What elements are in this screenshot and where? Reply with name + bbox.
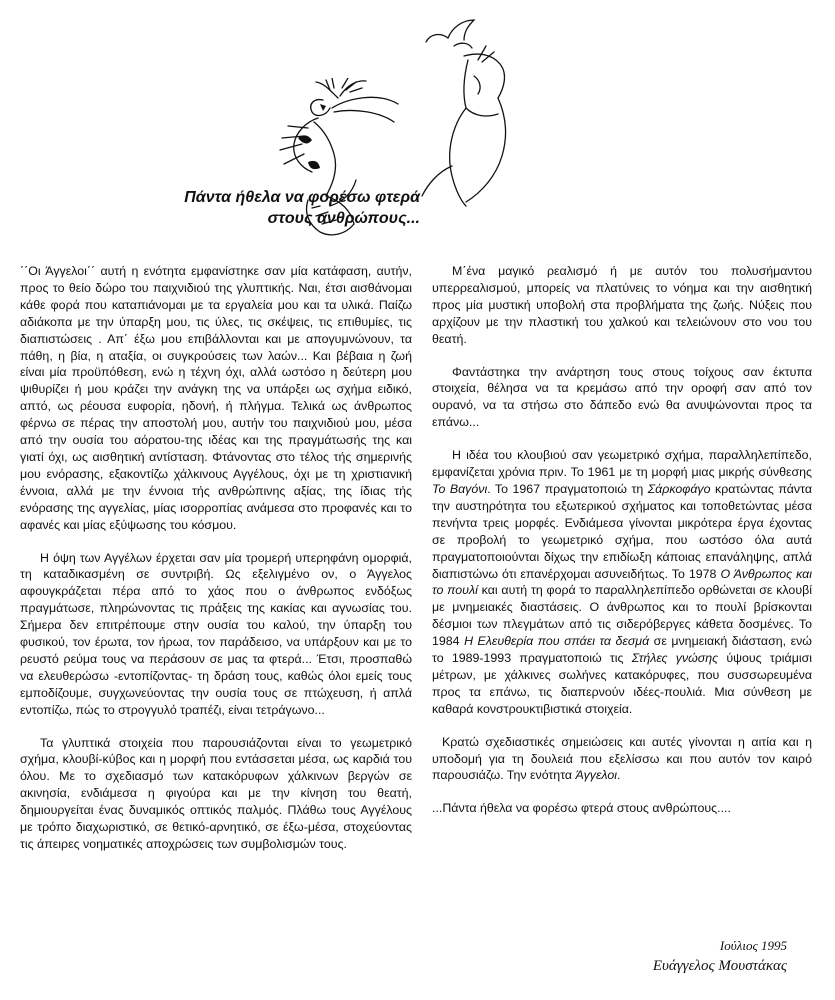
p3-text-a: Η ιδέα του κλουβιού σαν γεωμετρικό σχήμα, παραλληλεπίπεδο, εμφανίζεται χρόνια πριν. Το 1961 με τη μορφή μιας μικρής σύνθεσης (432, 448, 812, 480)
right-paragraph-3 (432, 447, 812, 718)
right-paragraph-1: Μ΄ένα μαγικό ρεαλισμό ή με αυτόν του πολυσήμαντου υπερρεαλισμού, μπορείς να πλατύνεις το νόημα και την αισθητική προς μία μυστική υποβολή στα προβλήματα της ζωής. Νύξεις που αρχίζουν με την πλαστική του χαλκού και τελειώνουν στο νου του θεατή. (432, 264, 812, 346)
left-paragraph-2: Η όψη των Αγγέλων έρχεται σαν μία τρομερή υπερηφάνη ομορφιά, τη καταδικασμένη σε συντριβή. Ως εξελιγμένο ον, ο Άγγελος αφουγκράζεται πέρα από το χάος που ο άνθρωπος ενδόξως πραγμάτωσε, πληρώνοντας τις πράξεις της κακίας και αγνωσίας του. Σήμερα δεν επιτρέπουμε στην ουσία του καλού, την ύπαρξη του φυσικού, τον έρωτα, τον ήρωα, τον παράδεισο, να υπάρξουν και με το ρευστό ρεύμα τους να περάσουν σε μας τα φτερά... Έτσι, προσπαθώ να ελευθερώσω -εντοπίζοντας- τη δράση τους, καθώς όλοι εμείς τους εμποδίζουμε, συγχωνεύοντας την ουσία τους σε πτώχευση, ή απλά εντοπίζω, πώς το στρογγυλό τραπέζι, είναι τετράγωνο... (20, 550, 412, 717)
motto-line-2: στους ανθρώπους... (267, 210, 420, 227)
right-column (432, 263, 812, 817)
right-paragraph-5: ...Πάντα ήθελα να φορέσω φτερά στους ανθρώπους.... (432, 801, 731, 816)
angel-sketch-right (408, 16, 518, 216)
signature-name: Ευάγγελος Μουστάκας (652, 958, 787, 974)
work-title-eleftheria: Η Ελευθερία που σπάει τα δεσμά (464, 634, 650, 649)
work-title-sarkofagos: Σάρκοφάγο (647, 481, 711, 496)
work-title-angeloi: Άγγελοι (575, 768, 617, 783)
left-paragraph-1: ΄΄Οι Άγγελοι΄΄ αυτή η ενότητα εμφανίστηκε σαν μία κατάφαση, αυτήν, προς το θείο δώρο του παιχνιδιού της γλυπτικής. Ναι, έτσι αισθάνομαι κάθε φορά που καταπιάνομαι με τα εργαλεία μου και τα υλικά. Παίζω αδιάκοπα με την ύπαρξη μου, τις ύλες, τις σκέψεις, τις επιθυμίες, τις διαπιστώσεις . Απ΄ έξω μου επιβάλλονται και με απογυμνώνουν, τα πάθη, η βία, η αταξία, οι συγκρούσεις των λαών... Και βέβαια η ζωή είναι μία προϋπόθεση, ενώ η τέχνη όχι, αλλά ωστόσο η δεύτερη μου ψιθυρίζει ή μου κράζει την ανάγκη της να υπάρξει ως σχήμα ειδικό, απτό, ως ρέουσα ευφορία, ηδονή, ή πλήγμα. Τελικά ως άνθρωπος φέρνω σε πέρας την αποστολή μου, αυτήν του παιχνιδιού μου, μέσα από την ουσία του αόρατου-της ιδέας και της πραγμάτωσής της και γιατί όχι, ως αισθητική αντίσταση. Φτάνοντας στο τέλος τής σημερινής μου ενόρασης, εξακοντίζω χάλκινους Αγγέλους, όχι με τη χριστιανική έννοια, αλλά με την έννοια τής ανθρώπινης αξίας, της ίδιας τής ενόρασης της αγγελίας, μίας ισορροπίας ανάμεσα στο προφανές και το αφανές και μίας εξύψωσης του κόσμου. (20, 264, 412, 532)
p3-text-b: . Το 1967 πραγματοποιώ τη (487, 481, 648, 496)
right-paragraph-4 (432, 734, 812, 785)
left-column (20, 263, 412, 853)
work-title-anthropos-pouli: Ο Άνθρωπος και το πουλί (432, 566, 812, 598)
right-paragraph-2: Φαντάστηκα την ανάρτηση τους στους τοίχους σαν έκτυπα στοιχεία, θέλησα να τα κρεμάσω από την οροφή σαν από τον ουρανό, να τα στήσω στο δάπεδο ενώ θα ανυψώνονται προς τα επάνω... (432, 364, 812, 430)
motto-line-1: Πάντα ήθελα να φορέσω φτερά (184, 189, 420, 206)
motto-heading (158, 187, 420, 229)
work-title-vagoni: Το Βαγόνι (432, 481, 488, 496)
p3-text-e: σε μνημειακή διάσταση, ενώ το 1989-1993 πραγματοποιώ τις (432, 634, 812, 666)
p3-text-c: κρατώντας πάντα την αυστηρότητα του εξωτερικού σχήματος και τοποθετώντας μέσα πενήντα τρεις μορφές. Ενδιάμεσα γίνονται μικρότερα έργα έχοντας σε προβολή το γεωμετρικό σχήμα, που ωστόσο όλα αυτά πραγματοποιούνται δίχως την επιδίωξη κάποιας επανάληψης, απλά διαπιστώνω ότι επανέρχομαι ασυνειδήτως. Το 1978 (432, 481, 812, 581)
work-title-stiles-gnosis: Στήλες γνώσης (631, 651, 719, 666)
p4-text-b: . (616, 768, 621, 783)
p4-text-a: Κρατώ σχεδιαστικές σημειώσεις και αυτές γίνονται η αιτία και η υποδομή για τη δουλειά που εξελίσσω και που αυτόν τον καιρό παρουσιάζω. Την ενότητα (432, 734, 812, 783)
left-paragraph-3: Τα γλυπτικά στοιχεία που παρουσιάζονται είναι το γεωμετρικό σχήμα, κλουβί-κύβος και η μορφή που εντάσσεται μέσα, ως καρδιά του όλου. Με το σχεδιασμό των κατακόρυφων χάλκινων βεργών σε ακινησία, ενδιάμεσα η φιγούρα και με την κίνηση του θεατή, δημιουργείται ένας δυναμικός οπτικός παλμός. Πλάθω τους Αγγέλους με τρόπο διαχωριστικό, σε θετικό-αρνητικό, σε έξω-μέσα, στοχεύοντας τις άπειρες νοηματικές αποχρώσεις των συμβολισμών τους. (20, 735, 412, 851)
p3-text-d: και αυτή τη φορά το παραλληλεπίπεδο ορθώνεται σε κλουβί με μνημειακές διαστάσεις. Ο άνθρωπος και το πουλί βρίσκονται δέσμιοι των πλεγμάτων από τις σιδερόβεργες κάθετα δοσμένες. Το 1984 (432, 583, 812, 649)
p3-text-f: ύψους τριάμισι μέτρων, με χάλκινες σωλήνες κατακόρυφες, που συσσωρευμένα προς τα επάνω, τις διαπερνούν ιδέες-πουλιά. Μια σύνθεση με καθαρά κονστρουκτιβιστικά στοιχεία. (432, 651, 813, 716)
signature-date: Ιούλιος 1995 (719, 938, 787, 953)
